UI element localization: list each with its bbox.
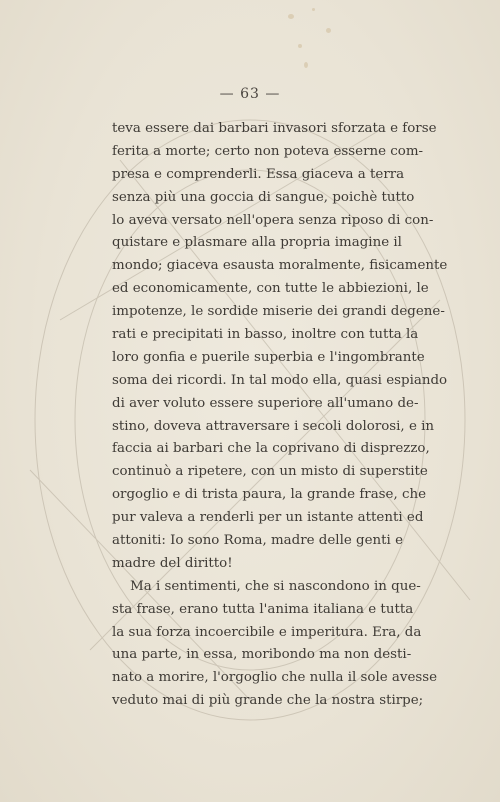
text-line: stino, doveva attraversare i secoli dolorosi, e in — [112, 418, 435, 434]
foxing-spot — [326, 28, 331, 33]
text-line: veduto mai di più grande che la nostra stirpe; — [112, 693, 424, 709]
text-line: faccia ai barbari che la coprivano di disprezzo, — [112, 441, 430, 457]
text-line: orgoglio e di trista paura, la grande frase, che — [112, 487, 427, 503]
text-line: mondo; giaceva esausta moralmente, fisicamente — [112, 258, 448, 274]
text-line: nato a morire, l'orgoglio che nulla il sole avesse — [112, 670, 438, 686]
text-line: loro gonfia e puerile superbia e l'ingombrante — [112, 349, 425, 365]
text-line: Ma i sentimenti, che si nascondono in que- — [130, 578, 421, 594]
text-line: di aver voluto essere superiore all'umano de- — [112, 395, 419, 411]
foxing-spot — [304, 62, 308, 68]
text-line: soma dei ricordi. In tal modo ella, quasi espiando — [112, 372, 448, 388]
text-line: impotenze, le sordide miserie dei grandi degene- — [112, 304, 445, 320]
page-number: — 63 — — [219, 86, 281, 102]
text-line: una parte, in essa, moribondo ma non desti- — [112, 647, 412, 663]
text-line: attoniti: Io sono Roma, madre delle genti e — [112, 533, 404, 549]
text-line: continuò a ripetere, con un misto di superstite — [112, 464, 428, 480]
text-line: teva essere dai barbari invasori sforzata e forse — [112, 121, 437, 136]
text-line: rati e precipitati in basso, inoltre con tutta la — [112, 327, 419, 343]
text-line: la sua forza incoercibile e imperitura. Era, da — [112, 624, 422, 640]
body-text — [112, 118, 448, 713]
foxing-spot — [298, 44, 302, 48]
text-line: ed economicamente, con tutte le abbiezioni, le — [112, 281, 429, 297]
text-line: quistare e plasmare alla propria imagine il — [112, 235, 402, 251]
text-line: presa e comprenderli. Essa giaceva a terra — [112, 166, 405, 182]
text-line: pur valeva a renderli per un istante attenti ed — [112, 510, 424, 526]
text-line: ferita a morte; certo non poteva esserne com- — [112, 143, 424, 159]
text-line: sta frase, erano tutta l'anima italiana e tutta — [112, 601, 414, 617]
foxing-spot — [288, 14, 294, 19]
text-line: lo aveva versato nell'opera senza riposo di con- — [112, 212, 434, 228]
text-line: madre del diritto! — [112, 555, 233, 571]
text-line: senza più una goccia di sangue, poichè tutto — [112, 189, 415, 205]
foxing-spot — [312, 8, 315, 11]
